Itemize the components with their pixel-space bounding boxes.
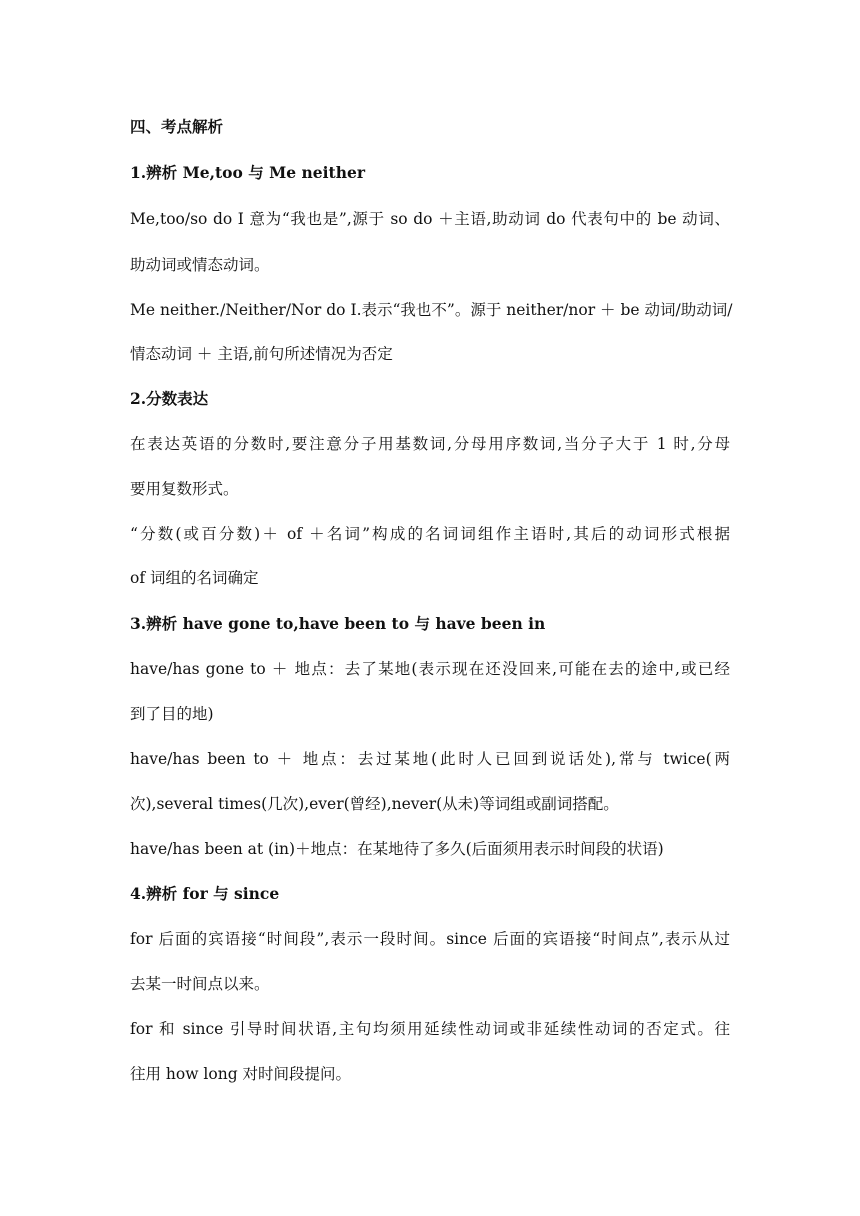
paragraph-line: for 后面的宾语接“时间段”,表示一段时间。since 后面的宾语接“时间点”,表示从过: [130, 930, 730, 948]
paragraph-line: “分数(或百分数)＋ of ＋名词”构成的名词词组作主语时,其后的动词形式根据: [130, 525, 730, 543]
paragraph-line: 往用 how long 对时间段提问。: [130, 1065, 352, 1083]
paragraph-line: Me,too/so do I 意为“我也是”,源于 so do ＋主语,助动词 do 代表句中的 be 动词、: [130, 210, 730, 228]
paragraph-line: 去某一时间点以来。: [130, 975, 270, 993]
paragraph-line: 次),several times(几次),ever(曾经),never(从未)等词组或副词搭配。: [130, 795, 619, 813]
heading-3: 3.辨析 have gone to,have been to 与 have been in: [130, 614, 546, 633]
paragraph-line: have/has been to ＋ 地点：去过某地(此时人已回到说话处),常与 twice(两: [130, 750, 730, 768]
paragraph-line: 情态动词 ＋ 主语,前句所述情况为否定: [130, 345, 393, 363]
paragraph-line: have/has gone to ＋ 地点：去了某地(表示现在还没回来,可能在去的途中,或已经: [130, 660, 730, 678]
heading-2: 2.分数表达: [130, 389, 209, 408]
paragraph-line: 到了目的地): [130, 705, 214, 723]
paragraph-line: for 和 since 引导时间状语,主句均须用延续性动词或非延续性动词的否定式。往: [130, 1020, 730, 1038]
heading-4: 4.辨析 for 与 since: [130, 884, 280, 903]
paragraph-line: 在表达英语的分数时,要注意分子用基数词,分母用序数词,当分子大于 1 时,分母: [130, 435, 730, 453]
heading-1: 1.辨析 Me,too 与 Me neither: [130, 163, 366, 182]
paragraph-line: 要用复数形式。: [130, 480, 239, 498]
section-title: 四、考点解析: [130, 117, 224, 136]
paragraph-line: Me neither./Neither/Nor do I.表示“我也不”。源于 neither/nor ＋ be 动词/助动词/: [130, 301, 733, 319]
paragraph-line: of 词组的名词确定: [130, 569, 259, 587]
paragraph-line: 助动词或情态动词。: [130, 256, 270, 274]
paragraph-line: have/has been at (in)＋地点：在某地待了多久(后面须用表示时间段的状语): [130, 840, 664, 858]
